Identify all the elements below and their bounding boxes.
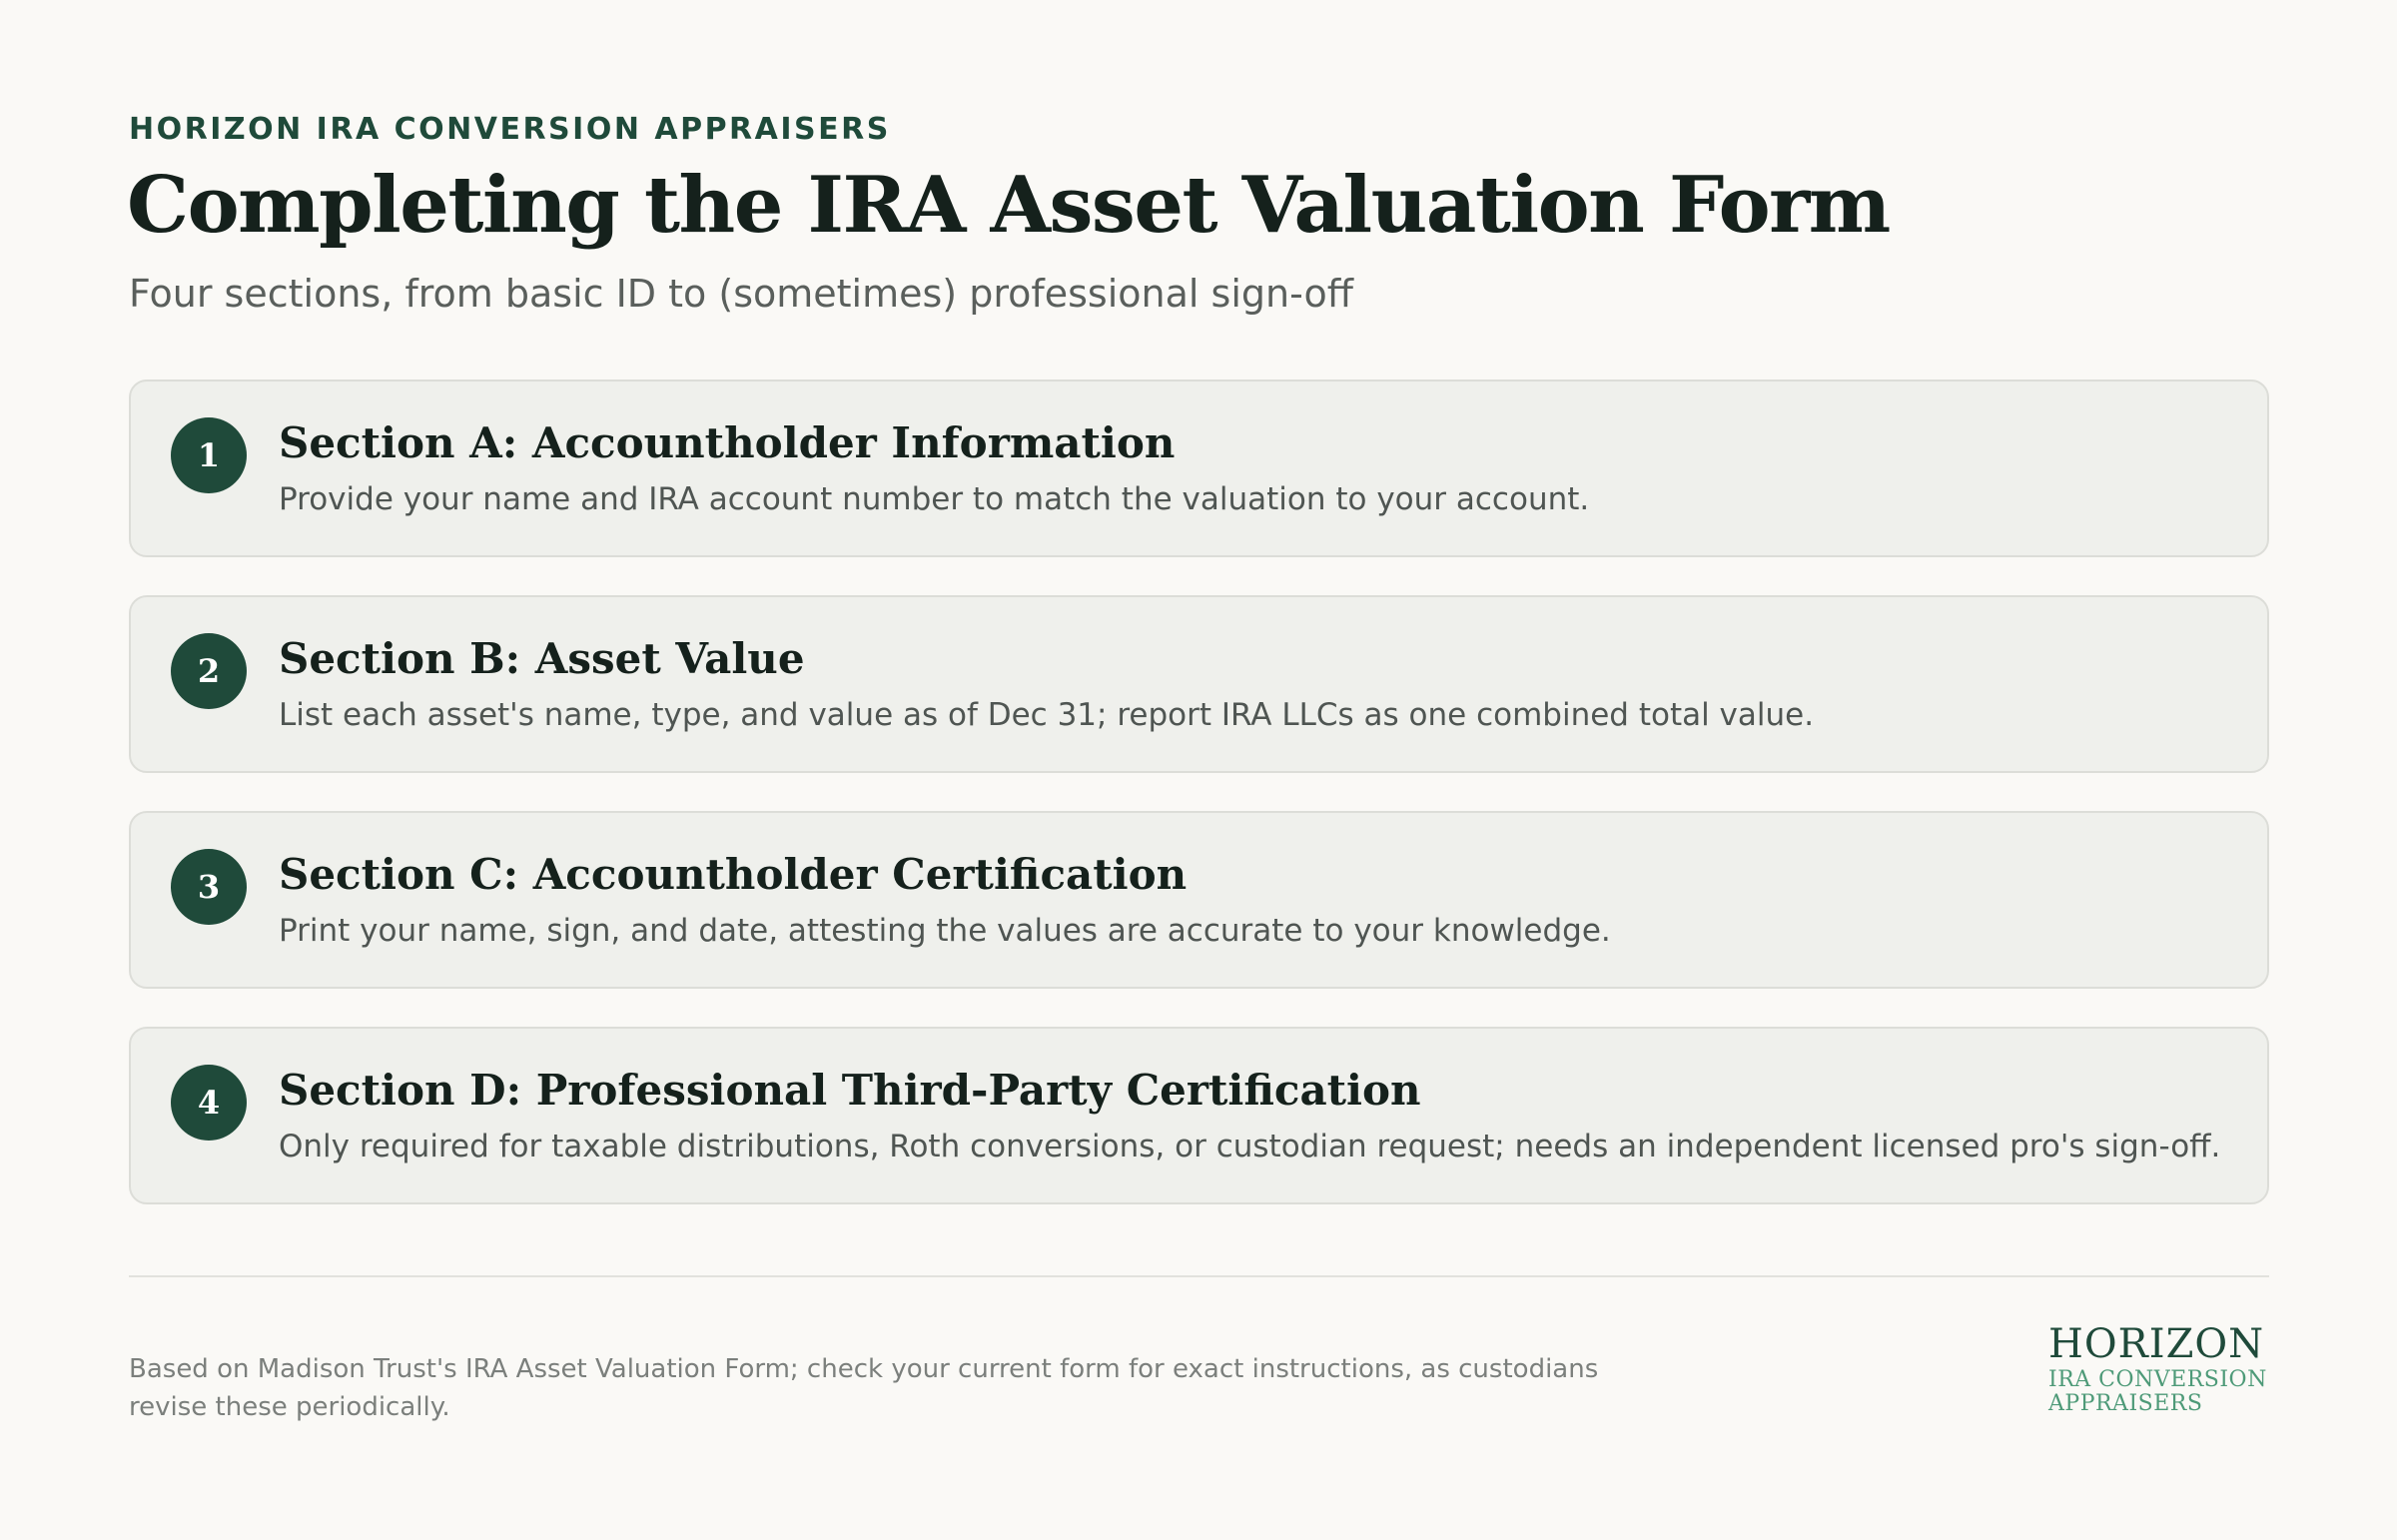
step-number-badge: 3 [171,849,247,925]
section-description: Print your name, sign, and date, attesting the values are accurate to your knowledge. [279,913,1611,949]
section-card-a [129,380,2269,557]
logo-tagline-line1: IRA CONVERSION [2048,1367,2267,1392]
horizon-logo [2048,1320,2267,1416]
logo-wordmark: HORIZON [2048,1321,2265,1367]
section-title: Section B: Asset Value [279,634,805,683]
brand-eyebrow: HORIZON IRA CONVERSION APPRAISERS [129,112,891,147]
step-number-badge: 2 [171,633,247,709]
section-card-c [129,811,2269,989]
section-card-d [129,1027,2269,1204]
section-description: Only required for taxable distributions, Roth conversions, or custodian request; needs an independent licensed pro's sign-off. [279,1129,2221,1164]
section-title: Section D: Professional Third-Party Certification [279,1066,1421,1115]
section-description: List each asset's name, type, and value as of Dec 31; report IRA LLCs as one combined total value. [279,697,1815,733]
section-description: Provide your name and IRA account number to match the valuation to your account. [279,481,1590,517]
step-number-badge: 4 [171,1065,247,1141]
logo-tagline-line2: APPRAISERS [2048,1391,2203,1416]
section-card-b [129,595,2269,773]
source-footnote: Based on Madison Trust's IRA Asset Valuation Form; check your current form for exact instructions, as custodians revise these periodically. [129,1354,1599,1422]
section-title: Section C: Accountholder Certification [279,850,1188,899]
page-subtitle: Four sections, from basic ID to (sometimes) professional sign-off [129,272,1353,316]
section-title: Section A: Accountholder Information [279,418,1176,467]
section-list [129,380,2269,1242]
page-title: Completing the IRA Asset Valuation Form [127,160,1890,251]
footer-divider [129,1275,2269,1277]
infographic-page [129,0,2269,1540]
step-number-badge: 1 [171,417,247,493]
